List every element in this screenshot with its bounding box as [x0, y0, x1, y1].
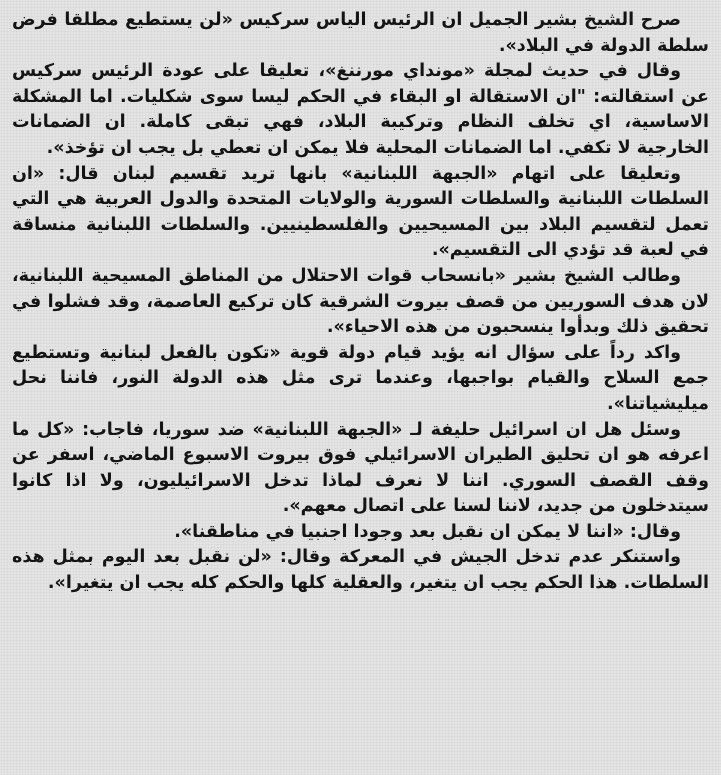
- article-paragraph-6: وسئل هل ان اسرائيل حليفة لـ «الجبهة اللبنانية» ضد سوريا، فاجاب: «كل ما اعرفه هو ان تحليق الطيران الاسرائيلي فوق بيروت الاسبوع الماضي، اسفر عن وقف القصف السوري. اننا لا نعرف لماذا تدخل الاسرائيليون، ولا اذا كانوا سيتدخلون من جديد، لاننا لسنا على اتصال معهم».: [12, 419, 709, 517]
- article-paragraph-4: وطالب الشيخ بشير «بانسحاب قوات الاحتلال من المناطق المسيحية اللبنانية، لان هدف السوريين من قصف بيروت الشرقية كان تركيع العاصمة، وقد فشلوا في تحقيق ذلك وبدأوا ينسحبون من هذه الاحياء».: [12, 265, 709, 338]
- article-paragraph-2: وقال في حديث لمجلة «مونداي مورننغ»، تعليقا على عودة الرئيس سركيس عن استقالته: "ان الاستقالة او البقاء في الحكم ليسا سوى شكليات. اما المشكلة الاساسية، اي تخلف النظام وتركيبة البلاد، فهي تبقى كاملة. ان الضمانات الخارجية لا تكفي. اما الضمانات المحلية فلا يمكن ان تعطي بل يجب ان تؤخذ».: [12, 61, 709, 158]
- article-paragraph-7: وقال: «اننا لا يمكن ان نقبل بعد وجودا اجنبيا في مناطقنا».: [174, 521, 681, 542]
- article-paragraph-5: واكد رداً على سؤال انه يؤيد قيام دولة قوية «تكون بالفعل لبنانية وتستطيع جمع السلاح والقيام بواجبها، وعندما ترى مثل هذه الدولة النور، فاننا نحل ميليشياتنا».: [12, 342, 709, 414]
- article-paragraph-8: واستنكر عدم تدخل الجيش في المعركة وقال: «لن نقبل بعد اليوم بمثل هذه السلطات. هذا الحكم يجب ان يتغير، والعقلية كلها والحكم كله يجب ان يتغيرا».: [12, 547, 709, 594]
- article-paragraph-1: صرح الشيخ بشير الجميل ان الرئيس الياس سركيس «لن يستطيع مطلقا فرض سلطة الدولة في البلاد».: [12, 10, 709, 56]
- article-paragraph-3: وتعليقا على اتهام «الجبهة اللبنانية» بانها تريد تقسيم لبنان قال: «ان السلطات اللبنانية والسلطات السورية والولايات المتحدة والدول العربية هي التي تعمل لتقسيم البلاد بين المسيحيين والفلسطينيين. والسلطات اللبنانية منساقة في لعبة قد تؤدي الى التقسيم».: [12, 163, 709, 261]
- article-body: [12, 8, 709, 597]
